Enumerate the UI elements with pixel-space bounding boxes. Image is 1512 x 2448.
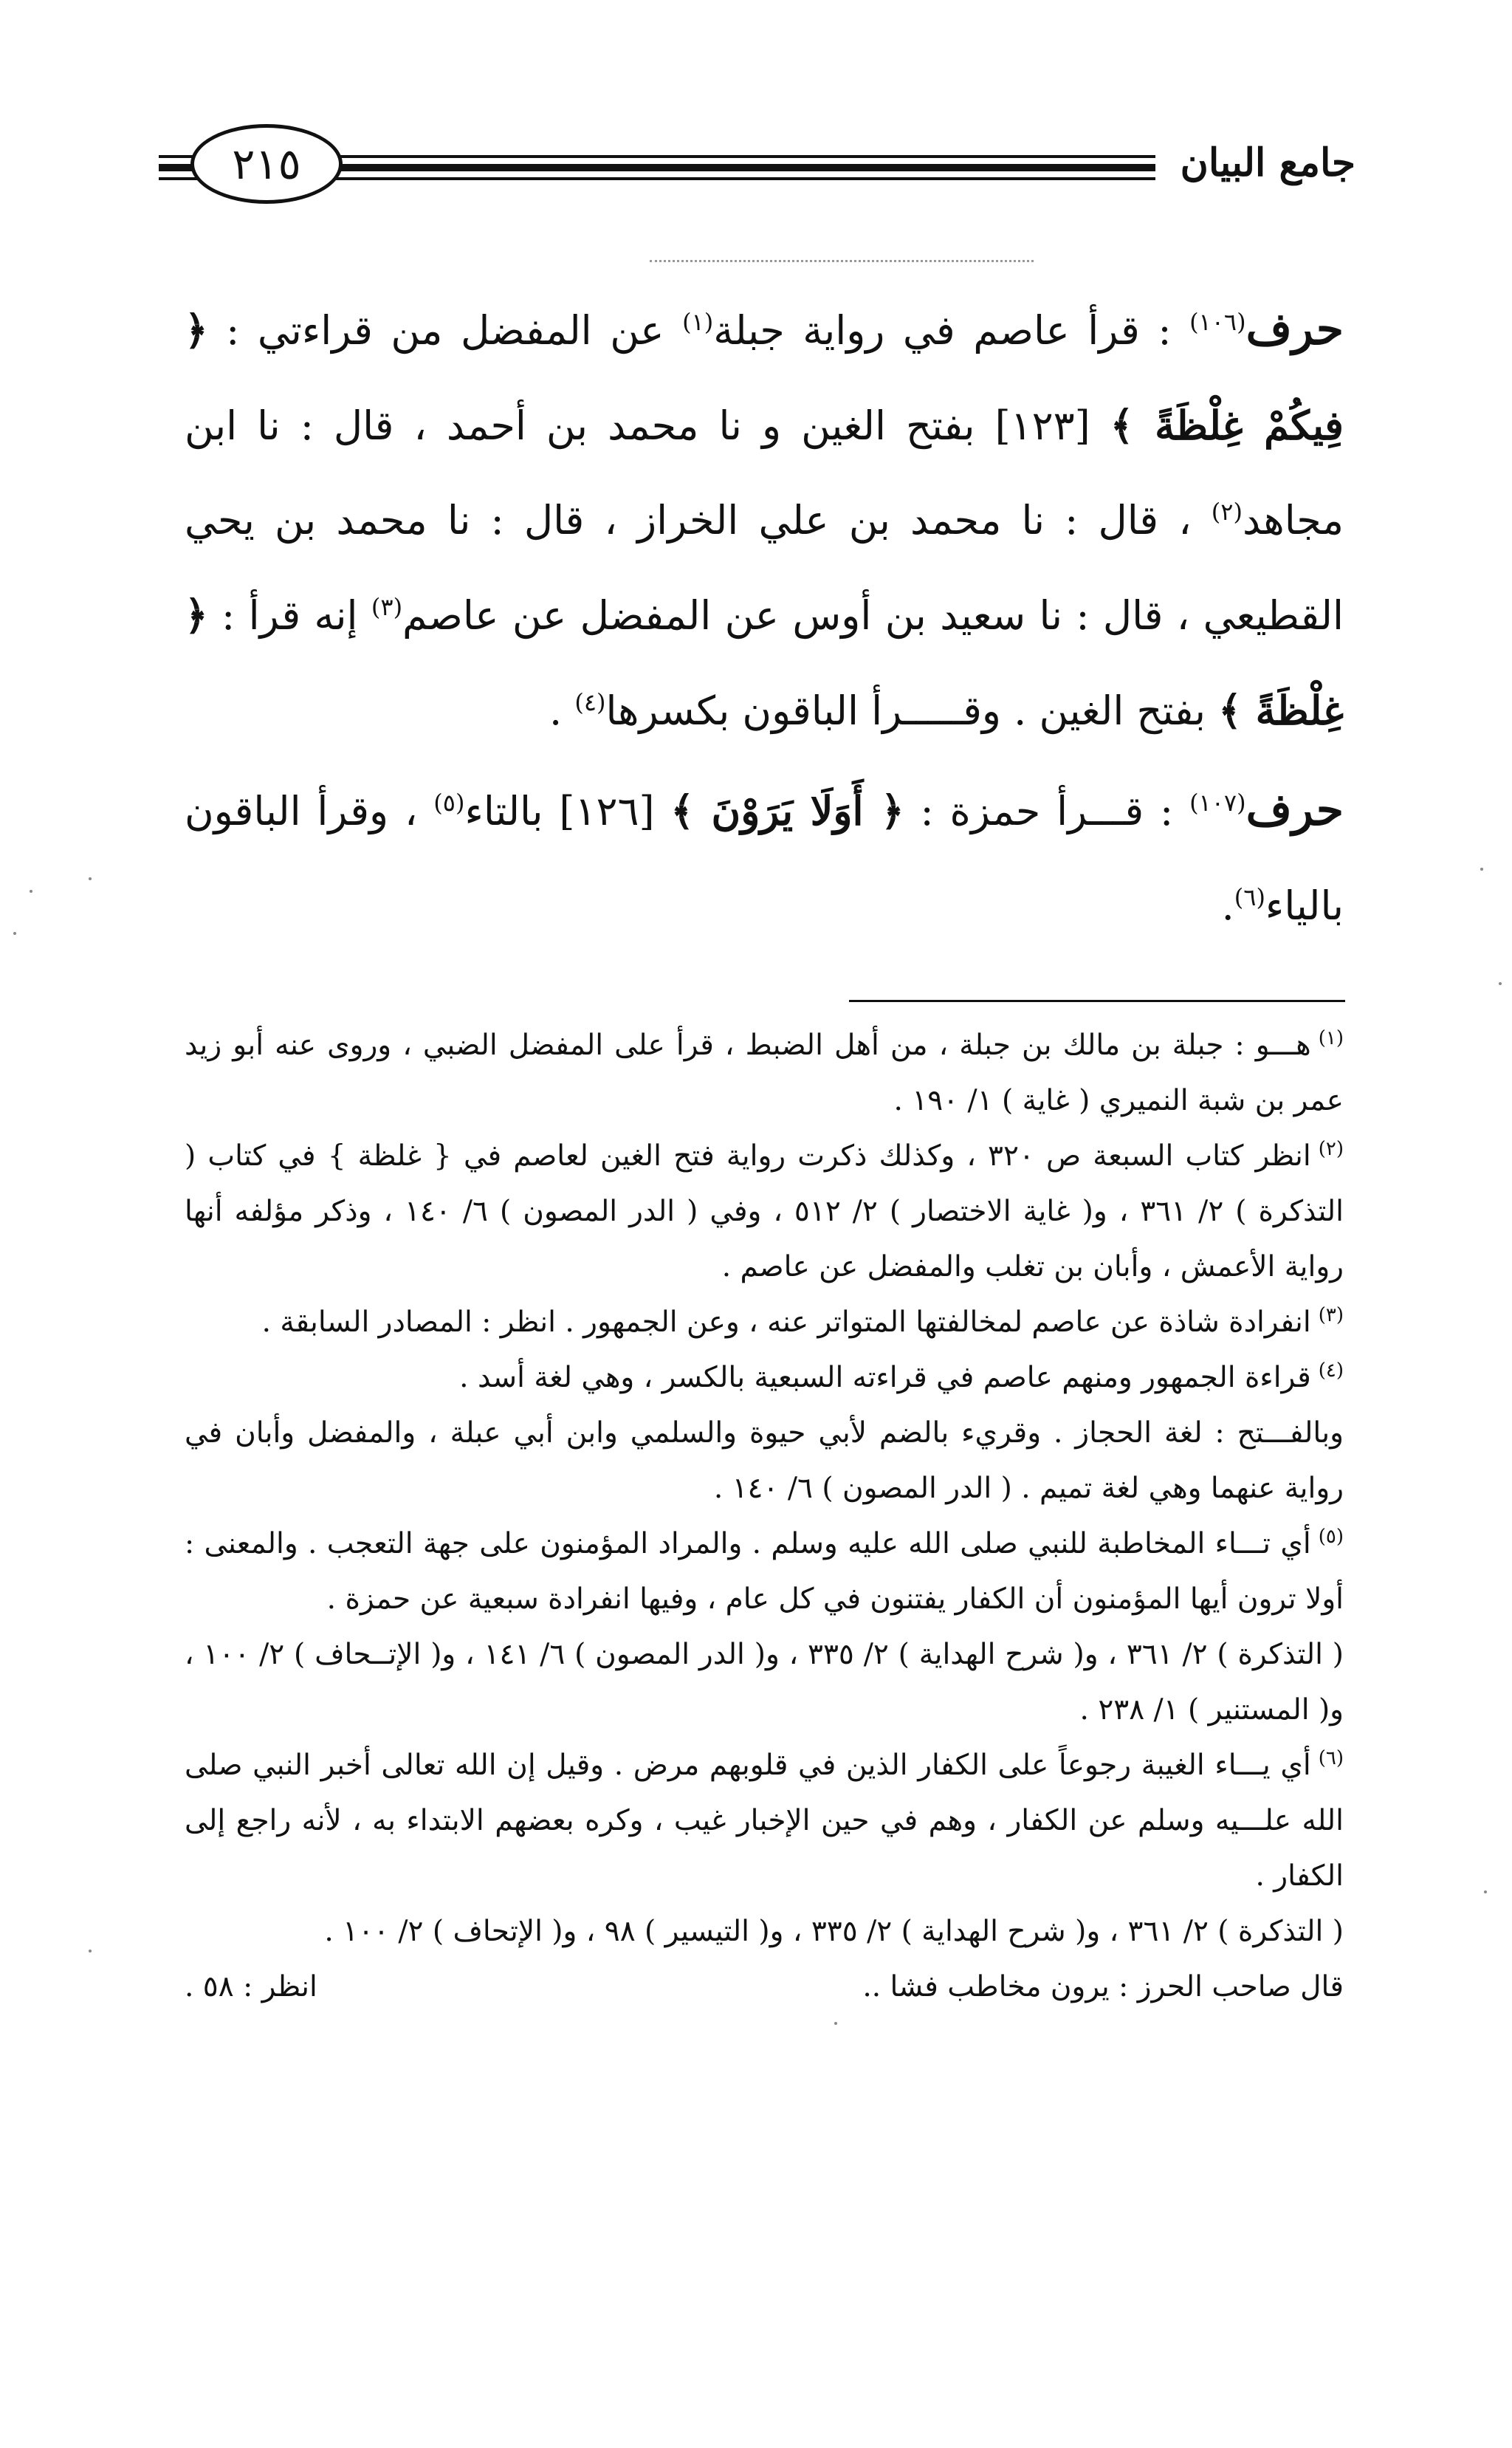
footnote-number: (٤): [1318, 1360, 1344, 1382]
footnote-line: وبالفـــتح : لغة الحجاز . وقريء بالضم لأبي حيوة والسلمي وابن أبي عبلة ، والمفضل وأبان في رواية عنهما وهي لغة تميم . ( الدر المصون ) ٦/ ١٤٠ .: [185, 1416, 1344, 1505]
text-segment: ، قال : نا محمد بن علي الخراز ، قال : نا محمد بن يحي القطيعي ، قال : نا سعيد بن أوس عن المفضل عن عاصم: [185, 497, 1344, 639]
footnote-closing-line: [185, 1959, 1344, 2015]
text-segment: .: [549, 688, 575, 734]
footnote-text: انظر كتاب السبعة ص ٣٢٠ ، وكذلك ذكرت رواية فتح الغين لعاصم في { غلظة } في كتاب ( التذكرة ) ٢/ ٣٦١ ، و( غاية الاختصار ) ٢/ ٥١٢ ، وفي ( الدر المصون ) ٦/ ١٤٠ ، وذكر مؤلفه أنها رواية الأعمش ، وأبان بن تغلب والمفضل عن عاصم .: [185, 1139, 1344, 1283]
footnote-text: انفرادة شاذة عن عاصم لمخالفتها المتواتر عنه ، وعن الجمهور . انظر : المصادر السابقة .: [261, 1306, 1311, 1339]
huruf-label: حرف: [1245, 784, 1344, 836]
quran-quote: ﴿ فِيكُمْ غِلْظَةً ﴾: [185, 306, 1344, 449]
footnote-line: [185, 1295, 1344, 1350]
main-text: [185, 282, 1344, 958]
scan-speck: [13, 932, 16, 935]
footnote-number: (٥): [1318, 1526, 1344, 1548]
entry-106: [185, 282, 1344, 758]
scan-speck: [89, 877, 92, 880]
scan-speck: [89, 1950, 92, 1952]
footnote-line: [185, 1516, 1344, 1627]
quran-quote: ﴿ أَوَلَا يَرَوْنَ ﴾: [670, 787, 904, 834]
entry-107: [185, 763, 1344, 953]
text-segment: : قـــرأ حمزة :: [904, 788, 1190, 834]
text-segment: [١٢٣] بفتح الغين و نا محمد بن أحمد ، قال : نا ابن مجاهد: [185, 402, 1344, 544]
footnote-line: ( التذكرة ) ٢/ ٣٦١ ، و( شرح الهداية ) ٢/ ٣٣٥ ، و( التيسير ) ٩٨ ، و( الإتحاف ) ٢/ ١٠٠ .: [324, 1915, 1344, 1948]
text-segment: إنه قرأ :: [207, 592, 371, 639]
footnote-ref: (٥): [433, 789, 465, 817]
footnote-line: [185, 1350, 1344, 1405]
footnote-number: (٢): [1318, 1138, 1344, 1160]
footnote-text: أي تـــاء المخاطبة للنبي صلى الله عليه وسلم . والمراد المؤمنون على جهة التعجب . والمعنى : أولا ترون أيها المؤمنون أن الكفار يفتنون في كل عام ، وفيها انفرادة سبعية عن حمزة .: [185, 1527, 1344, 1616]
text-segment: بفتح الغين . وقـــــرأ الباقون بكسرها: [605, 688, 1219, 734]
hirz-quote: قال صاحب الحرز : يرون مخاطب فشا ..: [862, 1970, 1344, 2003]
footnote-line: [185, 1128, 1344, 1295]
footnote: [185, 1018, 1344, 1128]
text-segment: .: [1221, 882, 1234, 929]
footnote-text: قراءة الجمهور ومنهم عاصم في قراءته السبعية بالكسر ، وهي لغة أسد .: [459, 1361, 1311, 1394]
entry-number: (١٠٦): [1189, 308, 1246, 336]
huruf-label: حرف: [1245, 304, 1344, 355]
footnote: [185, 1128, 1344, 1295]
footnote-line: [185, 1018, 1344, 1128]
entry-number: (١٠٧): [1189, 789, 1246, 817]
footnote-text: أي يـــاء الغيبة رجوعاً على الكفار الذين في قلوبهم مرض . وقيل إن الله تعالى أخبر النبي صلى الله علـــيه وسلم عن الكفار ، وهم في حين الإخبار غيب ، وكره بعضهم الابتداء به ، لأنه راجع إلى الكفار .: [185, 1749, 1344, 1893]
footnotes: [185, 1018, 1344, 2015]
footnote-number: (١): [1318, 1027, 1344, 1049]
footnote: [185, 1295, 1344, 1350]
footnote: [185, 1516, 1344, 1738]
scan-speck: [1484, 1890, 1487, 1893]
footnote-ref: (٢): [1211, 498, 1243, 526]
quran-quote: ﴿ غِلْظَةً ﴾: [185, 592, 1344, 734]
footnote-text: هـــو : جبلة بن مالك بن جبلة ، من أهل الضبط ، قرأ على المفضل الضبي ، وروى عنه أبو زيد عمر بن شبة النميري ( غاية ) ١/ ١٩٠ .: [185, 1029, 1344, 1117]
scan-speck: [834, 2022, 837, 2025]
text-segment: عن المفضل من قراءتي :: [207, 307, 683, 354]
footnote: [185, 1738, 1344, 1959]
book-title: جامع البيان: [1180, 140, 1355, 185]
page-number: ٢١٥: [190, 124, 343, 204]
see-reference: انظر : ٥٨ .: [185, 1970, 317, 2003]
footnote-ref: (٣): [371, 593, 403, 621]
footnote-line: ( التذكرة ) ٢/ ٣٦١ ، و( شرح الهداية ) ٢/ ٣٣٥ ، و( الدر المصون ) ٦/ ١٤١ ، و( الإتــحاف ) ٢/ ١٠٠ ، و( المستنير ) ١/ ٢٣٨ .: [185, 1638, 1344, 1727]
footnote-number: (٣): [1318, 1304, 1344, 1326]
footnote-number: (٦): [1318, 1747, 1344, 1769]
scan-speck: [1480, 868, 1483, 871]
footnote-ref: (٤): [574, 688, 606, 716]
text-segment: [١٢٦] بالتاء: [464, 788, 671, 834]
footnote-separator: [849, 1000, 1345, 1002]
scan-speck: [1499, 982, 1502, 985]
footnote-line: [185, 1738, 1344, 1904]
scan-speck: [30, 890, 32, 893]
text-segment: : قرأ عاصم في رواية جبلة: [713, 307, 1190, 354]
text-segment: ، وقرأ الباقون بالياء: [185, 788, 1344, 929]
scan-dots: [650, 260, 1034, 262]
footnote-ref: (١): [682, 308, 714, 336]
footnote: [185, 1350, 1344, 1516]
footnote-ref: (٦): [1234, 883, 1265, 911]
